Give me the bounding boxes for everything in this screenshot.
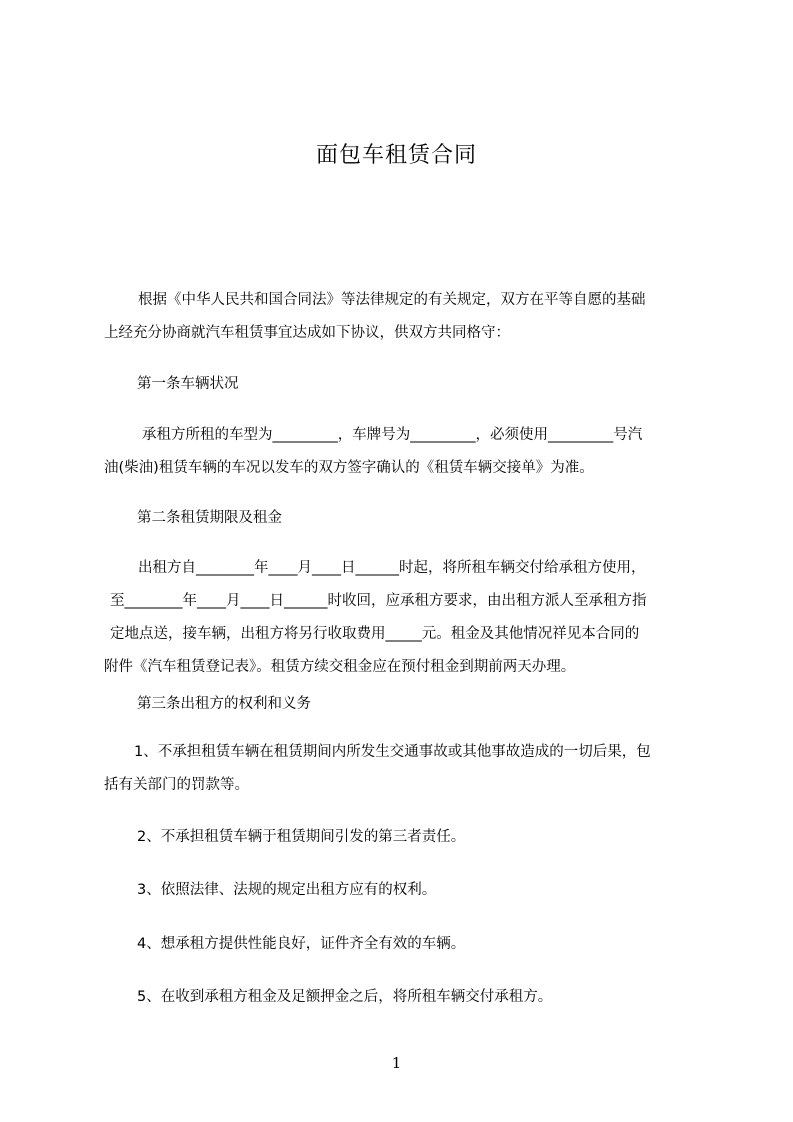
article-2-line-4: 附件《汽车租赁登记表》。租赁方续交租金应在预付租金到期前两天办理。 (104, 659, 576, 675)
article-3-heading: 第三条出租方的权利和义务 (137, 696, 311, 712)
intro-line-2: 上经充分协商就汽车租赁事宜达成如下协议，供双方共同格守： (104, 325, 510, 341)
article-3-item-4: 4、想承租方提供性能良好，证件齐全有效的车辆。 (137, 936, 466, 952)
article-1-line-1: 承租方所租的车型为_________，车牌号为_________，必须使用_________号汽 (142, 427, 643, 443)
article-3-item-5: 5、在收到承租方租金及足额押金之后，将所租车辆交付承租方。 (137, 989, 553, 1005)
article-2-paragraph (104, 552, 706, 684)
article-1-line-2: 油(柴油)租赁车辆的车况以发车的双方签字确认的《租赁车辆交接单》为准。 (104, 460, 594, 476)
article-3-item-3: 3、依照法律、法规的规定出租方应有的权利。 (137, 882, 437, 898)
article-3-item-1 (104, 736, 706, 802)
intro-paragraph (104, 284, 706, 350)
document-title: 面包车租赁合同 (315, 143, 477, 168)
article-2-line-1: 出租方自________年____月____日______时起，将所租车辆交付给承租方使用， (138, 560, 646, 576)
article-3-item-2: 2、不承担租赁车辆于租赁期间引发的第三者责任。 (137, 829, 466, 845)
intro-line-1: 根据《中华人民共和国合同法》等法律规定的有关规定，双方在平等自愿的基础 (138, 292, 646, 308)
article-2-line-3: 定地点送，接车辆，出租方将另行收取费用_____元。租金及其他情况祥见本合同的 (110, 626, 640, 642)
article-3-item-1-line-1: 1、不承担租赁车辆在租赁期间内所发生交通事故或其他事故造成的一切后果，包 (134, 744, 651, 760)
article-2-line-2: 至________年____月____日______时收回，应承租方要求，由出租方派人至承租方指 (110, 593, 647, 609)
page-number: 1 (391, 1054, 402, 1072)
article-3-item-1-line-2: 括有关部门的罚款等。 (104, 777, 249, 793)
article-2-heading: 第二条租赁期限及租金 (137, 510, 282, 526)
article-1-paragraph (104, 419, 706, 485)
article-1-heading: 第一条车辆状况 (137, 376, 239, 392)
